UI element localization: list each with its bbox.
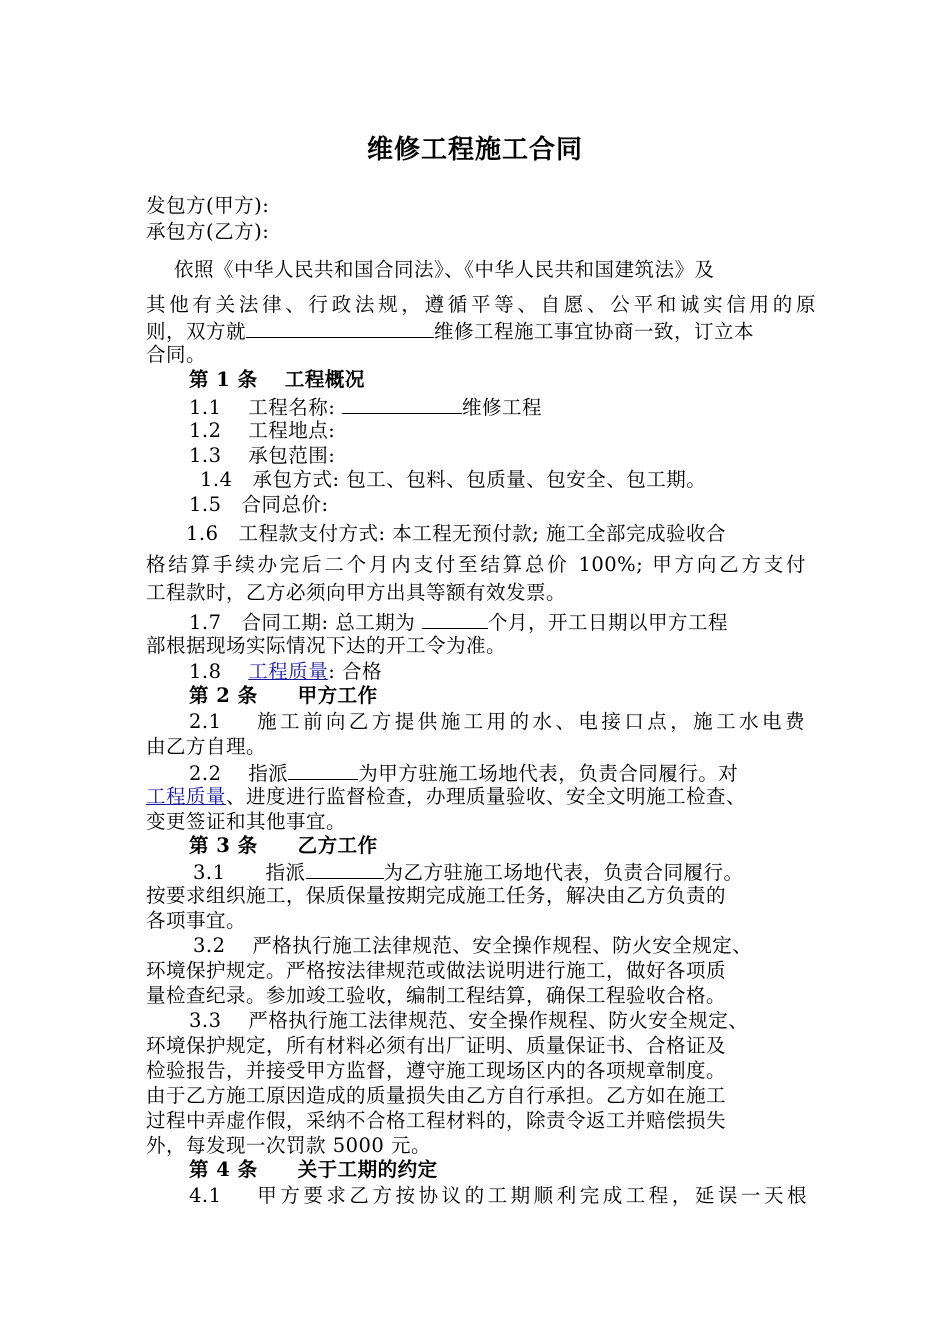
clause-3-3-line-2: 环境保护规定，所有材料必须有出厂证明、质量保证书、合格证及 (146, 1034, 727, 1057)
article-2-heading: 第 2 条 甲方工作 (189, 684, 378, 707)
clause-1-4: 1.4 承包方式: 包工、包料、包质量、包安全、包工期。 (200, 468, 707, 491)
contractor-rep-blank (306, 859, 384, 879)
intro-line-4: 合同。 (146, 343, 207, 366)
clause-3-2-line-3: 量检查纪录。参加竣工验收，编制工程结算，确保工程验收合格。 (146, 984, 727, 1007)
project-title-blank (342, 394, 462, 414)
clause-1-1-suffix: 维修工程 (461, 396, 542, 419)
clause-1-3: 1.3 承包范围: (189, 444, 336, 467)
article-1-heading: 第 1 条 工程概况 (189, 368, 365, 391)
clause-3-1-line-1 (193, 859, 863, 885)
clause-2-2-line-2 (146, 785, 816, 809)
document-title: 维修工程施工合同 (366, 135, 583, 165)
clause-2-1-line-1: 2.1 施工前向乙方提供施工用的水、电接口点，施工水电费 (189, 710, 805, 733)
clause-3-3-line-6: 外，每发现一次罚款 5000 元。 (146, 1134, 432, 1157)
clause-1-7-text-b: 个月，开工日期以甲方工程 (487, 611, 728, 634)
clause-2-2-line-2-rest: 、进度进行监督检查，办理质量验收、安全文明施工检查、 (226, 785, 747, 808)
intro-line-1: 依照《中华人民共和国合同法》、《中华人民共和国建筑法》及 (174, 258, 715, 281)
duration-blank (422, 609, 488, 629)
clause-1-2: 1.2 工程地点: (189, 419, 336, 442)
clause-3-2-line-1: 3.2 严格执行施工法律规范、安全操作规程、防火安全规定、 (193, 934, 753, 957)
intro-line-3-text-a: 则，双方就 (146, 320, 247, 343)
clause-2-1-line-2: 由乙方自理。 (146, 735, 267, 758)
clause-3-1-line-2: 按要求组织施工，保质保量按期完成施工任务，解决由乙方负责的 (146, 884, 727, 907)
clause-3-1-line-3: 各项事宜。 (146, 909, 247, 932)
clause-1-8 (189, 660, 859, 684)
clause-1-7-line-1 (189, 609, 859, 635)
clause-3-3-line-1: 3.3 严格执行施工法律规范、安全操作规程、防火安全规定、 (189, 1009, 749, 1032)
intro-line-3-text-b: 维修工程施工事宜协商一致，订立本 (434, 320, 755, 343)
clause-3-3-line-4: 由于乙方施工原因造成的质量损失由乙方自行承担。乙方如在施工 (146, 1084, 727, 1107)
clause-4-1-line-1: 4.1 甲方要求乙方按协议的工期顺利完成工程，延误一天根 (189, 1184, 807, 1207)
clause-1-6-line-2: 格结算手续办完后二个月内支付至结算总价 100%; 甲方向乙方支付 (146, 553, 806, 576)
clause-1-6-line-1: 1.6 工程款支付方式: 本工程无预付款; 施工全部完成验收合 (186, 522, 727, 545)
engineering-quality-link-2[interactable]: 工程质量 (146, 785, 227, 808)
clause-2-2-text-b: 为甲方驻施工场地代表，负责合同履行。对 (358, 762, 739, 785)
article-3-heading: 第 3 条 乙方工作 (189, 834, 378, 857)
clause-3-2-line-2: 环境保护规定。严格按法律规范或做法说明进行施工，做好各项质 (146, 959, 727, 982)
clause-1-6-line-3: 工程款时，乙方必须向甲方出具等额有效发票。 (146, 581, 567, 604)
clause-1-1-label: 1.1 工程名称: (189, 396, 342, 419)
article-4-heading: 第 4 条 关于工期的约定 (189, 1158, 438, 1181)
clause-3-1-text-b: 为乙方驻施工场地代表，负责合同履行。 (383, 861, 744, 884)
clause-3-1-text-a: 3.1 指派 (193, 861, 306, 884)
clause-1-7-text-a: 1.7 合同工期: 总工期为 (189, 611, 422, 634)
clause-1-5: 1.5 合同总价: (189, 493, 329, 516)
intro-line-3 (146, 318, 816, 344)
clause-2-2-line-1 (189, 760, 859, 786)
clause-1-7-line-2: 部根据现场实际情况下达的开工令为准。 (146, 634, 507, 657)
client-rep-blank (288, 760, 358, 780)
clause-1-8-label: 1.8 (189, 660, 249, 683)
clause-2-2-text-a: 2.2 指派 (189, 762, 289, 785)
engineering-quality-link[interactable]: 工程质量 (248, 660, 329, 683)
clause-1-8-rest: : 合格 (328, 660, 383, 683)
clause-1-1 (189, 394, 859, 420)
clause-3-3-line-3: 检验报告，并接受甲方监督，遵守施工现场区内的各项规章制度。 (146, 1059, 727, 1082)
clause-3-3-line-5: 过程中弄虚作假，采纳不合格工程材料的，除责令返工并赔偿损失 (146, 1109, 727, 1132)
project-name-blank (246, 318, 434, 338)
clause-2-2-line-3: 变更签证和其他事宜。 (146, 810, 347, 833)
client-party-line: 发包方(甲方): (146, 194, 270, 217)
intro-line-2: 其他有关法律、行政法规，遵循平等、自愿、公平和诚实信用的原 (146, 293, 816, 316)
contractor-party-line: 承包方(乙方): (146, 220, 270, 243)
